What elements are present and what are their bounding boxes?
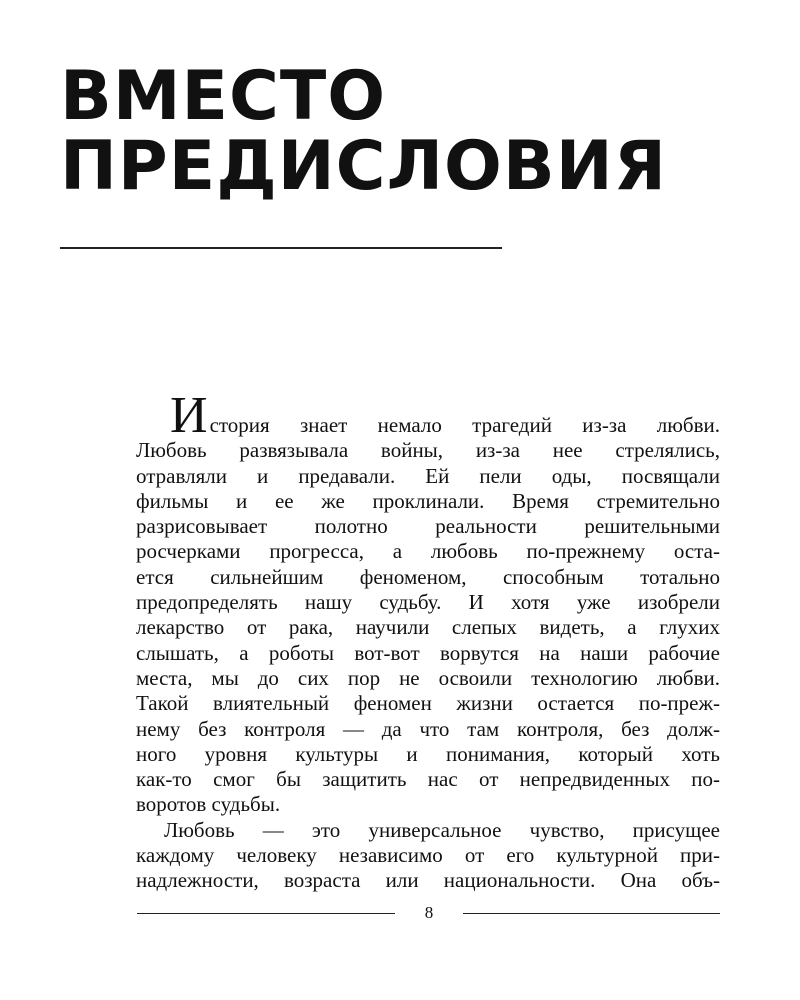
text-line: предопределять нашу судьбу. И хотя уже изобрели [136,590,720,615]
chapter-title [60,57,667,206]
text-line: как-то смог бы защитить нас от непредвиденных по- [136,767,720,792]
drop-cap: И [170,387,208,444]
text-line: нему без контроля — да что там контроля, без долж- [136,716,720,741]
text-line: каждому человеку независимо от его культурной при- [136,843,720,868]
text-line: воротов судьбы. [136,792,281,817]
chapter-title-line-1: ВМЕСТО [60,57,387,136]
text-line: ного уровня культуры и понимания, который хоть [136,741,720,766]
text-line: Любовь развязывала войны, из-за нее стрелялись, [136,438,720,463]
footer-rule-right [463,913,720,914]
page-number: 8 [424,903,434,922]
title-underline [60,247,502,249]
footer-rule-left [137,913,395,914]
text-line: отравляли и предавали. Ей пели оды, посвящали [136,463,720,488]
text-line: ется сильнейшим феноменом, способным тотально [136,564,720,589]
first-paragraph-opening [136,387,720,444]
text-line: фильмы и ее же проклинали. Время стремительно [136,488,720,513]
text-line: места, мы до сих пор не освоили технологию любви. [136,665,720,690]
text-line: лекарство от рака, научили слепых видеть, а глухих [136,615,720,640]
text-line: росчерками прогресса, а любовь по-прежнему оста- [136,539,720,564]
text-line: надлежности, возраста или национальности. Она объ- [136,868,720,893]
chapter-title-line-2: ПРЕДИСЛОВИЯ [60,127,667,206]
text-line: стория знает немало трагедий из-за любви. [209,413,720,437]
chapter-body [136,387,720,894]
text-line: разрисовывает полотно реальности решительными [136,514,720,539]
text-line: слышать, а роботы вот-вот ворвутся на наши рабочие [136,640,720,665]
second-paragraph-start: Любовь — это универсальное чувство, присущее [164,817,720,842]
text-line: Такой влиятельный феномен жизни остается по-преж- [136,691,720,716]
